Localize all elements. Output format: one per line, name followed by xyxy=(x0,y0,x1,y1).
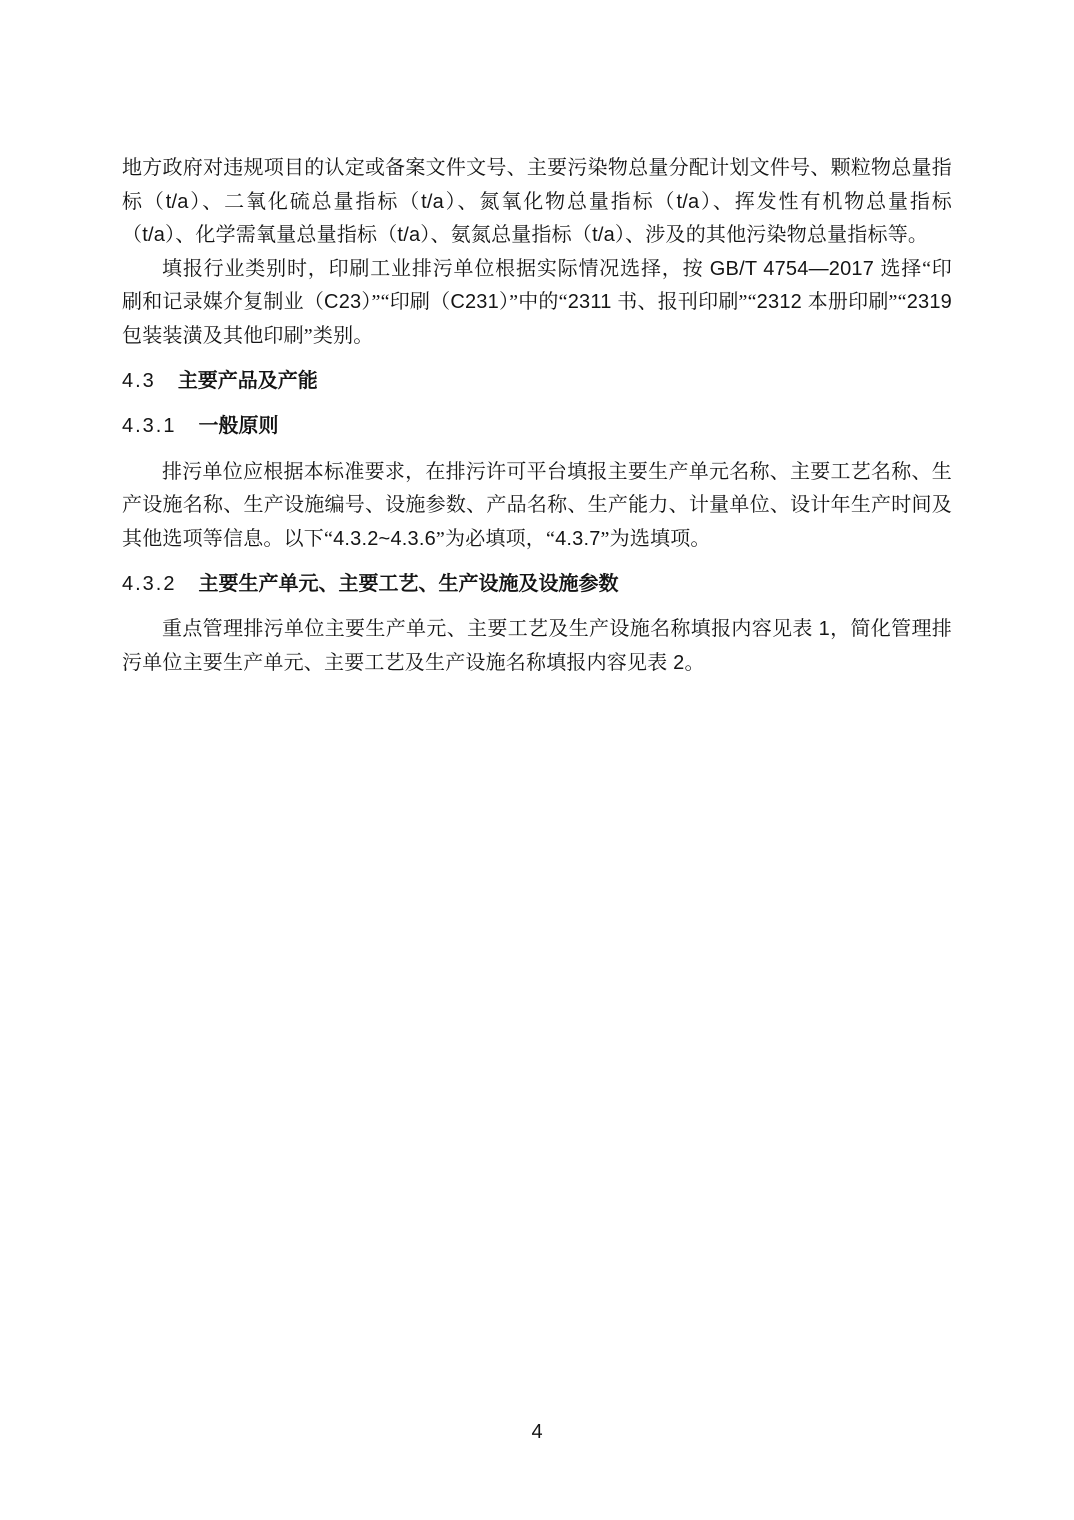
page-number: 4 xyxy=(531,1421,543,1443)
heading-4-3-main-products-and-capacity xyxy=(122,365,952,399)
paragraph-table-references: 重点管理排污单位主要生产单元、主要工艺及生产设施名称填报内容见表 1，简化管理排污单位主要生产单元、主要工艺及生产设施名称填报内容见表 2。 xyxy=(122,618,952,674)
heading-clause-number: 4.3.1 xyxy=(122,415,177,438)
heading-clause-number: 4.3 xyxy=(122,369,156,392)
heading-title: 主要产品及产能 xyxy=(177,369,318,392)
heading-clause-number: 4.3.2 xyxy=(122,572,177,595)
paragraph-pollutant-quota-indicators: 地方政府对违规项目的认定或备案文件文号、主要污染物总量分配计划文件号、颗粒物总量指标（t/a）、二氧化硫总量指标（t/a）、氮氧化物总量指标（t/a）、挥发性有机物总量指标（t/a）、化学需氧量总量指标（t/a）、氨氮总量指标（t/a）、涉及的其他污染物总量指标等。 xyxy=(122,157,952,247)
heading-4-3-2-production-units-processes-facilities xyxy=(122,568,952,602)
paragraph-platform-filing-requirements: 排污单位应根据本标准要求，在排污许可平台填报主要生产单元名称、主要工艺名称、生产设施名称、生产设施编号、设施参数、产品名称、生产能力、计量单位、设计年生产时间及其他选项等信息。以下“4.3.2~4.3.6”为必填项，“4.3.7”为选填项。 xyxy=(122,460,952,550)
heading-title: 主要生产单元、主要工艺、生产设施及设施参数 xyxy=(198,572,619,595)
paragraph-industry-category-selection: 填报行业类别时，印刷工业排污单位根据实际情况选择，按 GB/T 4754—2017 选择“印刷和记录媒介复制业（C23）”“印刷（C231）”中的“2311 书、报刊印刷”“2312 本册印刷”“2319 包装装潢及其他印刷”类别。 xyxy=(122,257,952,347)
page-footer xyxy=(0,1418,1074,1446)
page-content xyxy=(122,152,952,680)
heading-title: 一般原则 xyxy=(198,415,279,438)
heading-4-3-1-general-principles xyxy=(122,410,952,444)
